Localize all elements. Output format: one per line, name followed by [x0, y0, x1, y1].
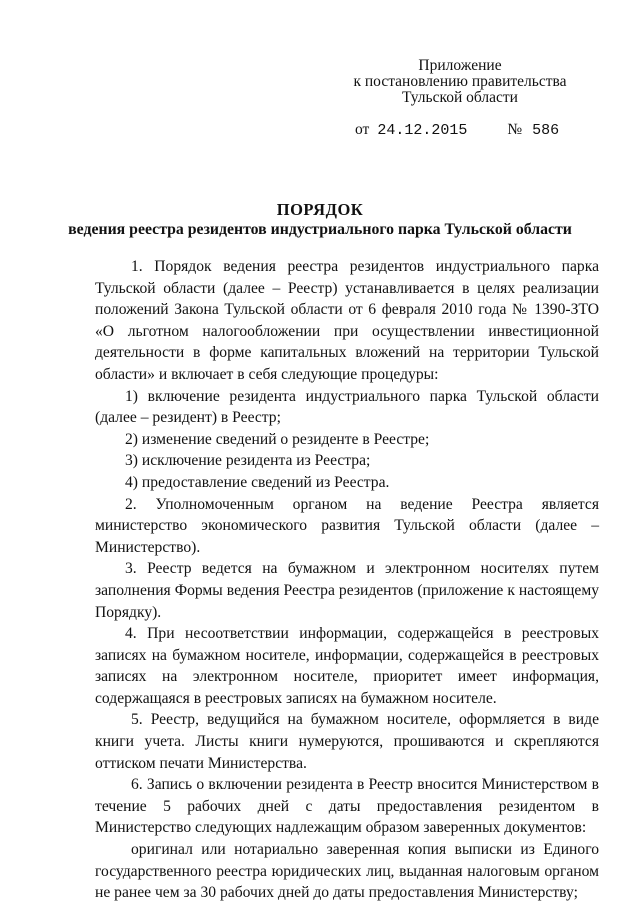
- decree-date-number: [355, 121, 559, 139]
- procedure-item-2: 2) изменение сведений о резиденте в Реестре;: [125, 430, 430, 448]
- procedure-item-4: 4) предоставление сведений из Реестра.: [125, 473, 390, 491]
- procedure-item-1: 1) включение резидента индустриального парка Тульской области (далее – резидент) в Реестр;: [95, 387, 599, 427]
- title-subheading: ведения реестра резидентов индустриального парка Тульской области: [68, 221, 572, 238]
- paragraph-2: 2. Уполномоченным органом на ведение Реестра является министерство экономического развития Тульской области (далее – Министерство).: [95, 495, 599, 556]
- decree-date: 24.12.2015: [377, 122, 468, 139]
- annex-line-1: Приложение: [418, 57, 502, 74]
- paragraph-4: 4. При несоответствии информации, содержащейся в реестровых записях на бумажном носителе, информации, содержащейся в реестровых записях на электронном носителе, приоритет имеет информация, содержащаяся в реестровых записях на бумажном носителе.: [95, 625, 599, 707]
- decree-from-label: от: [355, 121, 370, 138]
- paragraph-1: 1. Порядок ведения реестра резидентов индустриального парка Тульской области (далее – Реестр) устанавливается в целях реализации положений Закона Тульской области от 6 февраля 2010 года № 1390-ЗТО «О льготном налогообложении при осуществлении инвестиционной деятельности в форме капитальных вложений на территории Тульской области» и включает в себя следующие процедуры:: [95, 258, 599, 383]
- procedure-item-3: 3) исключение резидента из Реестра;: [125, 452, 371, 470]
- paragraph-3: 3. Реестр ведется на бумажном и электронном носителях путем заполнения Формы ведения Реестра резидентов (приложение к настоящему Порядку).: [95, 560, 599, 621]
- annex-header: [335, 58, 585, 106]
- document-title: [60, 200, 580, 240]
- paragraph-5: 5. Реестр, ведущийся на бумажном носителе, оформляется в виде книги учета. Листы книги нумеруются, прошиваются и скрепляются оттиском печати Министерства.: [95, 711, 599, 772]
- document-list-item: оригинал или нотариально заверенная копия выписки из Единого государственного реестра юридических лиц, выданная налоговым органом не ранее чем за 30 рабочих дней до даты предоставления Министерству;: [95, 841, 599, 902]
- annex-line-3: Тульской области: [402, 89, 518, 106]
- title-heading: ПОРЯДОК: [276, 200, 364, 219]
- paragraph-6: 6. Запись о включении резидента в Реестр вносится Министерством в течение 5 рабочих дней с даты предоставления резидентом в Министерство следующих надлежащим образом заверенных документов:: [95, 776, 599, 837]
- decree-number: 586: [532, 122, 560, 139]
- annex-line-2: к постановлению правительства: [353, 73, 567, 90]
- document-body: [95, 256, 599, 904]
- decree-number-label: №: [507, 121, 523, 138]
